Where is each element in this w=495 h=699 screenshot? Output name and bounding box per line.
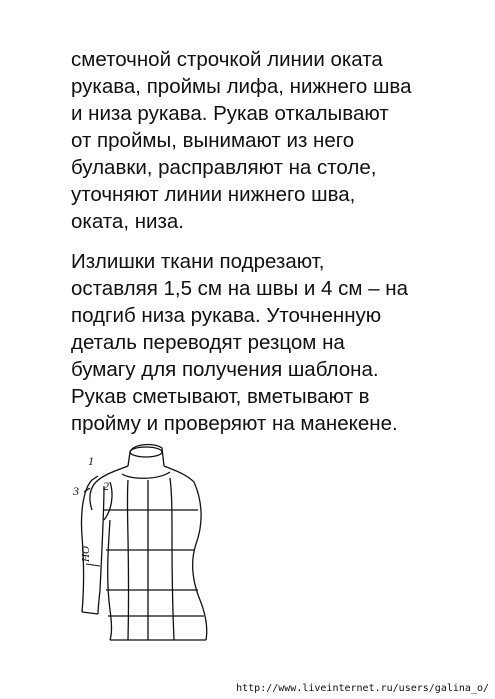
mannequin-sleeve-illustration [70, 440, 240, 650]
figure-label-1: 1 [88, 454, 94, 468]
source-url: http://www.liveinternet.ru/users/galina_o/ [236, 683, 489, 694]
paragraph-2: Излишки ткани подрезают, оставляя 1,5 см на швы и 4 см – на подгиб низа рукава. Уточненную деталь переводят резцом на бумагу для получения шаблона. Рукав сметывают, вметывают в пройму и проверяют на манекене. [71, 250, 409, 435]
figure-label-3: 3 [73, 484, 79, 498]
figure-label-ho: НО [79, 546, 92, 562]
figure-label-2: 2 [103, 479, 109, 493]
paragraph-1: сметочной строчкой линии оката рукава, проймы лифа, нижнего шва и низа рукава. Рукав откалывают от проймы, вынимают из него булавки, расправляют на столе, уточняют линии нижнего шва, оката, низа. [71, 48, 412, 233]
